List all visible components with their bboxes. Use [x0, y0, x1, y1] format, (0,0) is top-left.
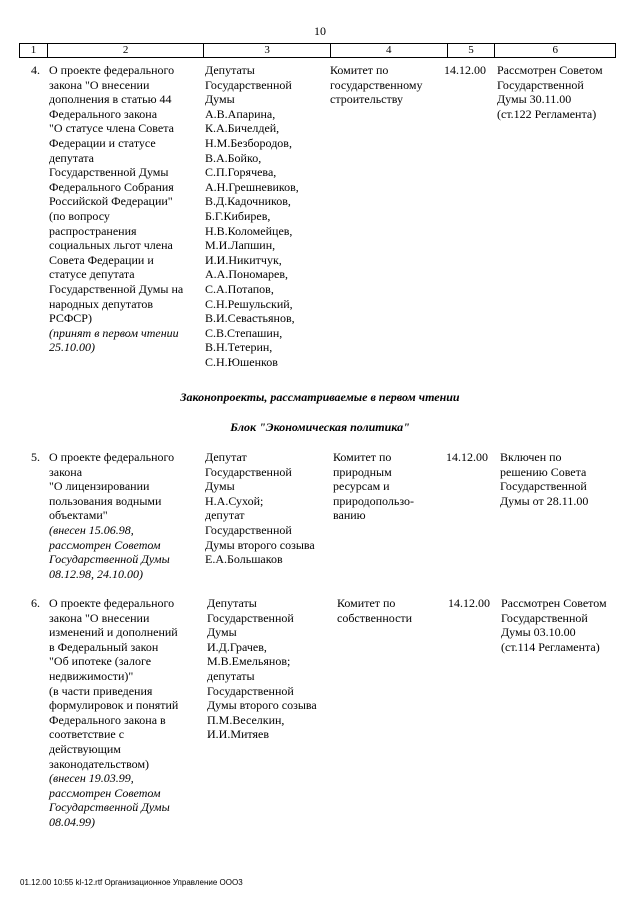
column-number: 1 — [20, 44, 48, 57]
bill-title: О проекте федерального закона "О внесении дополнения в статью 44 Федерального закона "О статусе члена Совета Федерации и статусе депутата Государственной Думы Федерального Собрания Российской Федерации" (по вопросу распространения социальных льгот члена Совета Федерации и статусе депутата Государственной Думы на народных депутатов РСФСР) (принят в первом чтении 25.10.00) — [49, 63, 184, 355]
column-number: 6 — [552, 44, 558, 56]
bill-note: Государственной Думы — [49, 800, 170, 815]
committee: Комитет по природным ресурсам и природопользо- ванию — [333, 450, 414, 523]
section-heading: Законопроекты, рассматриваемые в первом чтении — [180, 390, 460, 404]
bill-note: рассмотрен Советом — [49, 785, 161, 800]
bill-authors: Депутат Государственной Думы Н.А.Сухой; депутат Государственной Думы второго созыва Е.А.Большаков — [205, 450, 315, 567]
bill-note: (внесен 19.03.99, — [49, 771, 134, 786]
bill-note: рассмотрен Советом — [49, 537, 161, 552]
status: Включен по решению Совета Государственной Думы от 28.11.00 — [500, 450, 589, 508]
bill-title: О проекте федерального закона "О внесении изменений и дополнений в Федеральный закон "Об ипотеке (залоге недвижимости)" (в части приведения формулировок и понятий Федерального закона в соответствие с действующим законодательством) (внесен 19.03.99, рассмотрен Советом Государственной Думы 08.04.99) — [49, 596, 179, 829]
review-date: 14.12.00 — [446, 450, 488, 464]
bill-authors: Депутаты Государственной Думы А.В.Апарина, К.А.Бичелдей, Н.М.Безбородов, В.А.Бойко, С.П.Горячева, А.Н.Грешневиков, В.Д.Кадочников, Б.Г.Кибирев, Н.В.Коломейцев, М.И.Лапшин, И.И.Никитчук, А.А.Пономарев, С.А.Потапов, С.Н.Решульский, В.И.Севастьянов, С.В.Степашин, В.Н.Тетерин, С.Н.Юшенков — [205, 63, 299, 369]
status: Рассмотрен Советом Государственной Думы 03.10.00 (ст.114 Регламента) — [501, 596, 607, 654]
bill-title: О проекте федерального закона "О лицензировании пользования водными объектами" (внесен 15.06.98, рассмотрен Советом Государственной Думы 08.12.98, 24.10.00) — [49, 450, 175, 581]
bill-note: (внесен 15.06.98, — [49, 522, 134, 537]
review-date: 14.12.00 — [444, 63, 486, 77]
bill-note: 08.04.99) — [49, 814, 95, 829]
bill-note: Государственной Думы — [49, 552, 170, 567]
block-heading: Блок "Экономическая политика" — [230, 420, 410, 434]
column-number: 2 — [48, 44, 204, 57]
bill-note: (принят в первом чтении — [49, 325, 179, 340]
row-number: 6. — [31, 596, 40, 610]
row-number: 4. — [31, 63, 40, 77]
column-number: 5 — [448, 44, 496, 57]
row-number: 5. — [31, 450, 40, 464]
column-number: 3 — [204, 44, 331, 57]
review-date: 14.12.00 — [448, 596, 490, 610]
status: Рассмотрен Советом Государственной Думы 30.11.00 (ст.122 Регламента) — [497, 63, 603, 121]
column-number: 4 — [331, 44, 448, 57]
committee: Комитет по собственности — [337, 596, 413, 625]
bill-authors: Депутаты Государственной Думы И.Д.Грачев, М.В.Емельянов; депутаты Государственной Думы второго созыва П.М.Веселкин, И.И.Митяев — [207, 596, 317, 742]
column-number-header — [19, 43, 616, 58]
committee: Комитет по государственному строительству — [330, 63, 423, 107]
bill-note: 08.12.98, 24.10.00) — [49, 566, 143, 581]
bill-note: 25.10.00) — [49, 340, 95, 355]
page-footer: 01.12.00 10:55 kl-12.rtf Организационное Управление ООО3 — [20, 878, 243, 887]
page-number: 10 — [314, 24, 326, 38]
